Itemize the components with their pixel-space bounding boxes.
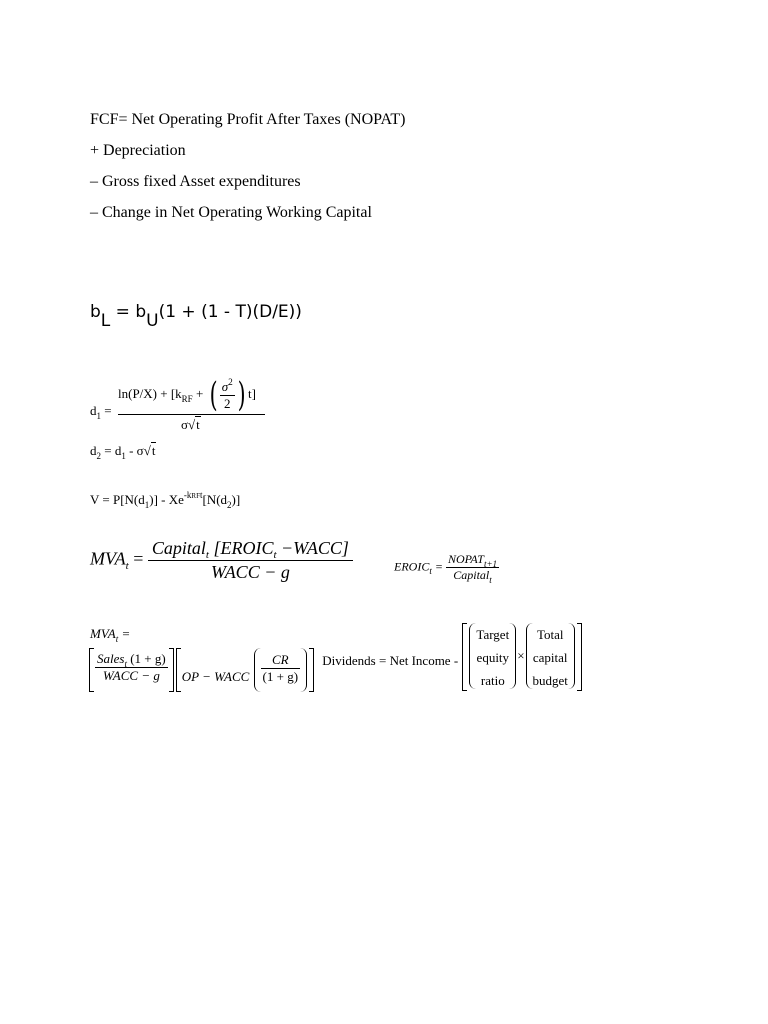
dividends-bracket: Target equity ratio × Total capital budget (461, 623, 583, 691)
fcf-line-1: FCF= Net Operating Profit After Taxes (NOPAT) (90, 111, 406, 128)
d1-numerator: $\ln(P/X) + [k_{RF}$ + ( $\frac{\sigma^2}{2}$ ) t] (118, 375, 256, 415)
fcf-definition (90, 104, 405, 228)
eroic-equation: $EROIC_t$ = $\frac{NOPAT_{t+1}}{Capital_t}$ (394, 552, 498, 585)
d1-denominator: σ√t (181, 417, 200, 432)
d1-label: $d_1$ = (90, 403, 112, 421)
levered-beta-equation: bL = bU(1 + (1 - T)(D/E)) (90, 302, 302, 331)
sigma-squared-over-two: $\frac{\sigma^2}{2}$ (221, 376, 233, 411)
total-capital-budget: Total capital budget (532, 627, 568, 688)
mva-label: $MVA_t$ = (90, 626, 131, 644)
mva-fraction: $\frac{Capital_t [EROIC_t -WACC]}{\text{WACC − g}}$ (148, 537, 353, 584)
op-bracket: OP − WACC $\frac{CR}{(1 + g)}$ (175, 648, 315, 692)
mva-equation: $MVA_t$ = $\frac{Capital_t [EROIC_t -WACC]}{\text{WACC − g}}$ (90, 537, 353, 584)
fcf-line-4: – Change in Net Operating Working Capital (90, 204, 372, 221)
fcf-line-2: + Depreciation (90, 142, 186, 159)
option-value-equation: $V = P[N(d_1)] - Xe^{-kRFt}[N(d_2)]$ (90, 490, 241, 510)
eroic-fraction: $\frac{NOPAT_{t+1}}{Capital_t}$ (447, 552, 498, 585)
d2-equation: $d_2 = d_1 - \sigma√t$ (90, 443, 156, 461)
sales-bracket: $\frac{Sales_t (1 + g)}{\text{WACC − g}}$ (88, 648, 175, 692)
target-equity-ratio: Target equity ratio (476, 627, 510, 688)
d1-fraction-bar (118, 414, 265, 415)
dividends-text: Dividends = Net Income - (322, 653, 459, 668)
fcf-line-3: – Gross fixed Asset expenditures (90, 173, 301, 190)
